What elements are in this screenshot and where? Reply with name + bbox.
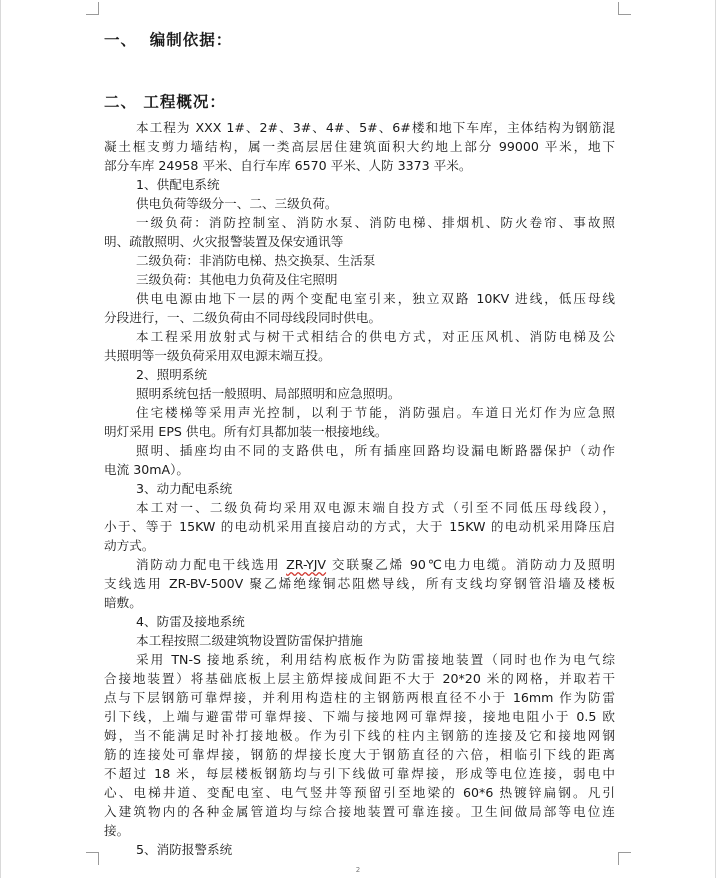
section-title-lightning-grounding: 4、防雷及接地系统 [136,614,245,629]
crop-mark-bottom-left [86,852,99,865]
text-run: 消防动力配电干线选用 [136,557,287,572]
heading-compilation-basis: 一、 编制依据： [104,31,233,49]
paragraph-line: 照明系统包括一般照明、局部照明和应急照明。 [136,386,401,401]
paragraph-line: 电流 30mA）。 [104,462,189,477]
section-title-power-supply: 1、供配电系统 [136,177,220,192]
paragraph-line: 暗敷。 [104,595,142,610]
paragraph-line: 动方式。 [104,538,155,553]
paragraph-line: 本工程按照二级建筑物设置防雷保护措施 [136,633,363,648]
section-title-lighting: 2、照明系统 [136,367,207,382]
spellcheck-underlined-text: ZR-YJV [286,557,327,572]
crop-mark-top-left [86,2,99,15]
paragraph-line: 本工程为 XXX 1#、2#、3#、4#、5#、6#楼和地下车库，主体结构为钢筋混 [136,120,615,135]
paragraph-line: 共照明等一级负荷采用双电源末端互投。 [104,348,331,363]
paragraph-line: 供电电源由地下一层的两个变配电室引来，独立双路 10KV 进线，低压母线 [136,291,615,306]
paragraph-line [136,555,615,574]
paragraph-line: 部分车库 24958 平米、自行车库 6570 平米、人防 3373 平米。 [104,158,472,173]
heading-project-overview: 二、 工程概况： [104,93,226,111]
paragraph-line: 凝土框支剪力墙结构，属一类高层居住建筑面积大约地上部分 99000 平米，地下 [104,139,615,154]
paragraph-line: 供电负荷等级分一、二、三级负荷。 [136,196,338,211]
paragraph-line: 本工程采用放射式与树干式相结合的供电方式，对正压风机、消防电梯及公 [136,329,615,344]
paragraph-line: 支线选用 ZR-BV-500V 聚乙烯绝缘铜芯阻燃导线，所有支线均穿钢管沿墙及楼板 [104,576,615,591]
paragraph-line: 住宅楼梯等采用声光控制，以利于节能，消防强启。车道日光灯作为应急照 [136,405,615,420]
paragraph-line: 采用 TN-S 接地系统，利用结构底板作为防雷接地装置（同时也作为电气综 [136,652,615,667]
paragraph-line: 分段进行，一、二级负荷由不同母线段同时供电。 [104,310,382,325]
paragraph-line: 合接地装置）将基础底板上层主筋焊接成间距不大于 20*20 米的网格，并取若干 [104,671,615,686]
paragraph-line: 点与下层钢筋可靠焊接，并利用构造柱的主钢筋两根直径不小于 16mm 作为防雷 [104,690,615,705]
paragraph-line: 二级负荷：非消防电梯、热交换泵、生活泵 [136,253,376,268]
paragraph-line: 入建筑物内的各种金属管道均与综合接地装置可靠连接。卫生间做局部等电位连 [104,804,615,819]
paragraph-line: 明灯采用 EPS 供电。所有灯具都加装一根接地线。 [104,424,388,439]
crop-mark-top-right [618,2,631,15]
paragraph-line: 不超过 18 米，每层楼板钢筋均与引下线做可靠焊接，形成等电位连接，弱电中 [104,766,615,781]
paragraph-line: 接。 [104,823,130,838]
section-title-fire-alarm: 5、消防报警系统 [136,842,233,857]
paragraph-line: 一级负荷：消防控制室、消防水泵、消防电梯、排烟机、防火卷帘、事故照 [136,215,615,230]
paragraph-line: 小于、等于 15KW 的电动机采用直接启动的方式，大于 15KW 的电动机采用降压启 [104,519,615,534]
paragraph-line: 姆，当不能满足时补打接地极。作为引下线的柱内主钢筋的连接及它和接地网钢 [104,728,615,743]
section-title-power-distribution: 3、动力配电系统 [136,481,233,496]
paragraph-line: 引下线，上端与避雷带可靠焊接、下端与接地网可靠焊接，接地电阻小于 0.5 欧 [104,709,615,724]
page-edge-left [0,0,1,878]
paragraph-line: 照明、插座均由不同的支路供电，所有插座回路均设漏电断路器保护（动作 [136,443,615,458]
paragraph-line: 明、疏散照明、火灾报警装置及保安通讯等 [104,234,344,249]
paragraph-line: 心、电梯井道、变配电室、电气竖井等预留引至地梁的 60*6 热镀锌扁钢。凡引 [104,785,615,800]
crop-mark-bottom-right [618,852,631,865]
paragraph-line: 本工对一、二级负荷均采用双电源末端自投方式（引至不同低压母线段）， [136,500,615,515]
page-number: 2 [355,866,361,874]
text-run: 交联聚乙烯 90℃电力电缆。消防动力及照明 [326,557,615,572]
paragraph-line: 三级负荷：其他电力负荷及住宅照明 [136,272,338,287]
paragraph-line: 筋的连接处可靠焊接，钢筋的焊接长度大于钢筋直径的六倍，相临引下线的距离 [104,747,615,762]
